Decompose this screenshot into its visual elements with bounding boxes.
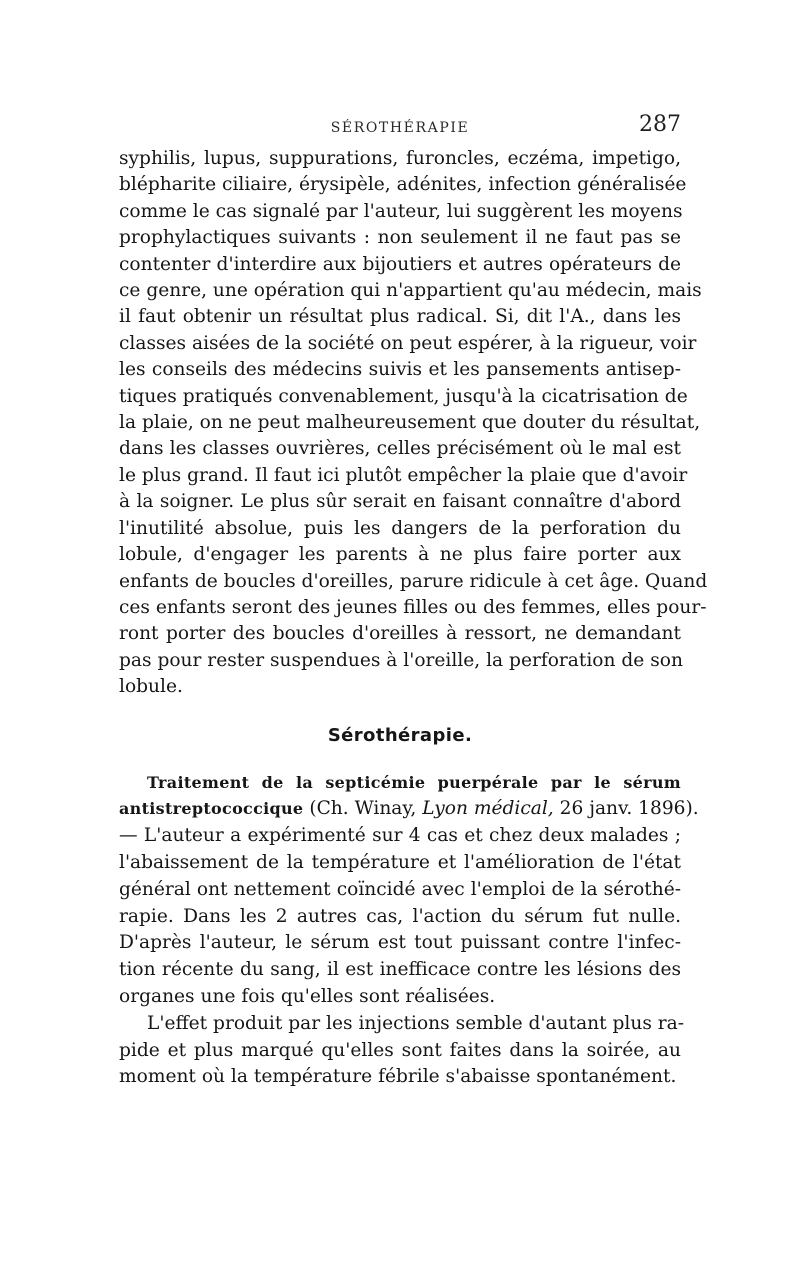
text-line: le plus grand. Il faut ici plutôt empêcher la plaie que d'avoir <box>119 464 688 486</box>
text-line: la plaie, on ne peut malheureusement que douter du résultat, <box>119 412 701 434</box>
citation-author: (Ch. Winay, <box>309 798 417 820</box>
text-line: ces enfants seront des jeunes filles ou des femmes, elles pour- <box>119 596 707 618</box>
entry-paragraph <box>119 770 699 1092</box>
text-line: ce genre, une opération qui n'appartient qu'au médecin, mais <box>119 280 702 302</box>
citation-journal: Lyon médical, <box>422 798 554 820</box>
citation-date: 26 janv. 1896). <box>559 798 699 820</box>
text-line: tion récente du sang, il est inefficace contre les lésions des <box>119 959 681 981</box>
entry-citation-line <box>119 796 699 823</box>
text-line: dans les classes ouvrières, celles précisément où le mal est <box>119 438 681 460</box>
text-line: organes une fois qu'elles sont réalisées. <box>119 985 496 1007</box>
text-line: tiques pratiqués convenablement, jusqu'à la cicatrisation de <box>119 385 688 407</box>
text-line: blépharite ciliaire, érysipèle, adénites, infection généralisée <box>119 174 687 196</box>
text-line: il faut obtenir un résultat plus radical. Si, dit l'A., dans les <box>119 306 681 328</box>
text-line: l'inutilité absolue, puis les dangers de la perforation du <box>119 517 681 539</box>
running-head <box>119 112 681 140</box>
text-line: prophylactiques suivants : non seulement il ne faut pas se <box>119 227 681 249</box>
text-line: contenter d'interdire aux bijoutiers et autres opérateurs de <box>119 253 681 275</box>
running-title: SÉROTHÉRAPIE <box>330 120 470 136</box>
text-line: ront porter des boucles d'oreilles à ressort, ne demandant <box>119 623 681 645</box>
text-line: pas pour rester suspendues à l'oreille, la perforation de son <box>119 649 683 671</box>
text-line: lobule. <box>119 676 183 698</box>
text-line: syphilis, lupus, suppurations, furoncles, eczéma, impetigo, <box>119 148 681 169</box>
page-number: 287 <box>639 112 681 137</box>
text-line: L'effet produit par les injections semble d'autant plus ra- <box>147 1012 685 1034</box>
text-line: l'abaissement de la température et l'amélioration de l'état <box>119 851 681 873</box>
text-line: pide et plus marqué qu'elles sont faites dans la soirée, au <box>119 1039 681 1061</box>
entry-title: Traitement de la septicémie puerpérale par le sérum <box>147 772 681 792</box>
entry-title-line <box>119 770 681 797</box>
text-line: D'après l'auteur, le sérum est tout puissant contre l'infec- <box>119 932 681 954</box>
body-paragraph <box>119 146 708 701</box>
text-line: les conseils des médecins suivis et les pansements antisep- <box>119 359 681 381</box>
text-line: rapie. Dans les 2 autres cas, l'action du sérum fut nulle. <box>119 905 681 927</box>
text-line: lobule, d'engager les parents à ne plus faire porter aux <box>119 544 681 566</box>
text-line: comme le cas signalé par l'auteur, lui suggèrent les moyens <box>119 200 683 222</box>
text-line: — L'auteur a expérimenté sur 4 cas et chez deux malades ; <box>119 825 681 847</box>
review-entry <box>119 770 699 1092</box>
text-line: enfants de boucles d'oreilles, parure ridicule à cet âge. Quand <box>119 570 708 592</box>
text-line: classes aisées de la société on peut espérer, à la rigueur, voir <box>119 332 697 354</box>
book-page <box>119 112 708 1091</box>
text-line: à la soigner. Le plus sûr serait en faisant connaître d'abord <box>119 491 681 513</box>
text-line: général ont nettement coïncidé avec l'emploi de la sérothé- <box>119 878 681 900</box>
text-line: moment où la température fébrile s'abaisse spontanément. <box>119 1066 677 1088</box>
entry-title-continued: antistreptococcique <box>119 799 304 819</box>
section-heading: Sérothérapie. <box>327 724 473 746</box>
